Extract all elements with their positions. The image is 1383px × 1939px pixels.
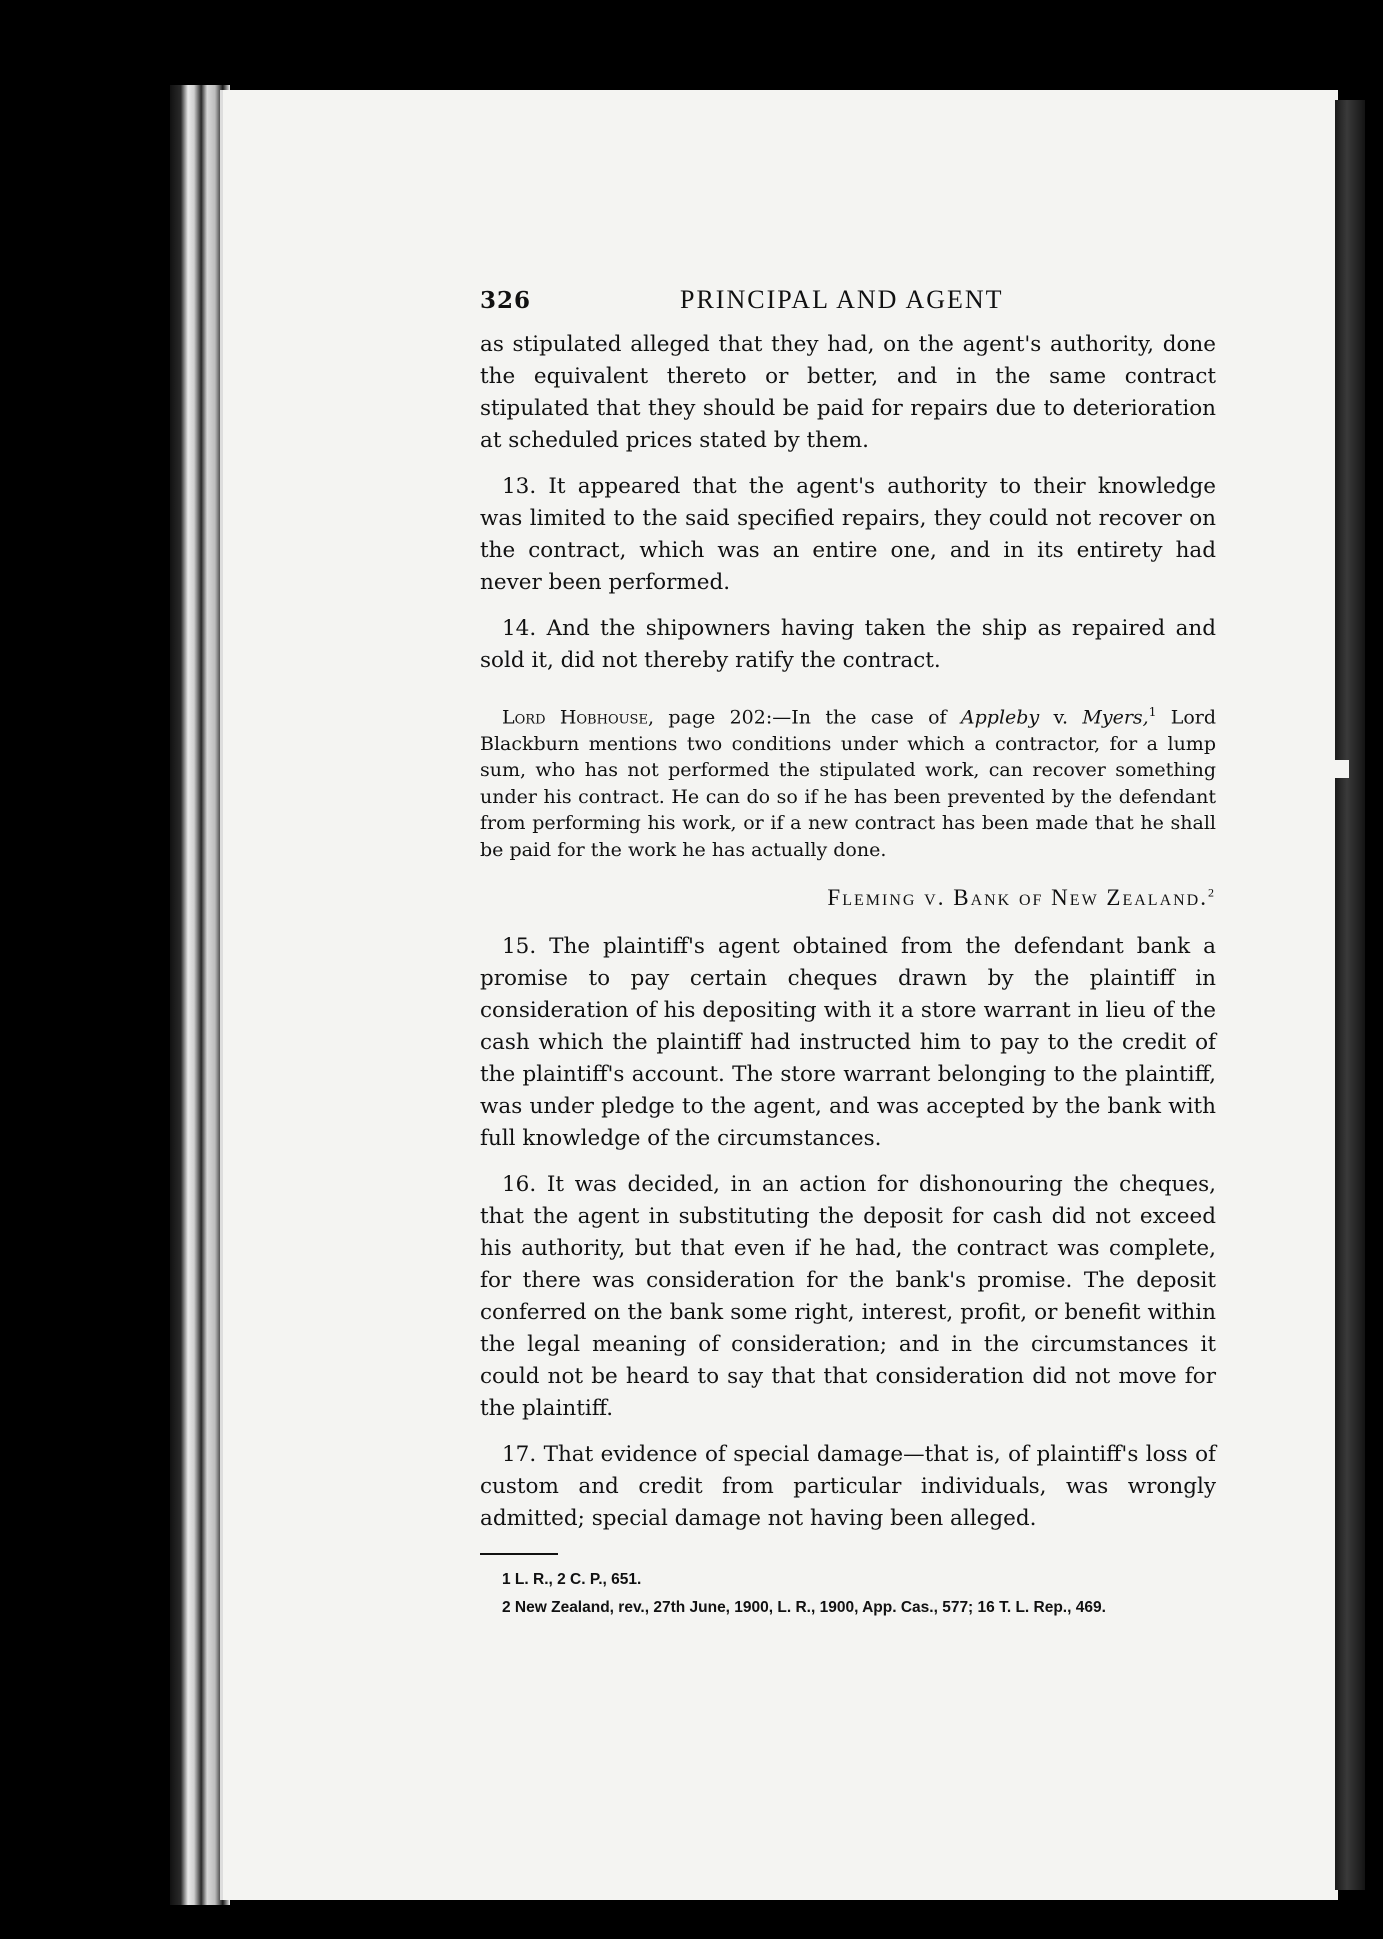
case-heading — [480, 885, 1216, 911]
right-page-edge — [1335, 100, 1365, 1890]
running-head — [480, 285, 1216, 315]
paragraph-15: 15. The plaintiff's agent obtained from the defendant bank a promise to pay certain cheques drawn by the plaintiff in consideration of his depositing with it a store warrant in lieu of the cash which the plaintiff had instructed him to pay to the credit of the plaintiff's account. The store warrant belonging to the plaintiff, was under pledge to the agent, and was accepted by the bank with full knowledge of the circumstances. — [480, 934, 1216, 1152]
right-edge-mark — [1335, 760, 1349, 778]
paragraph-13: 13. It appeared that the agent's authority to their knowledge was limited to the said specified repairs, they could not recover on the contract, which was an entire one, and in its entirety had never been performed. — [480, 474, 1216, 595]
paragraph-17: 17. That evidence of special damage—that is, of plaintiff's loss of custom and credit from particular individuals, was wrongly admitted; special damage not having been alleged. — [480, 1442, 1216, 1532]
footnote-ref-2: 2 — [1208, 885, 1216, 900]
text-block — [480, 285, 1216, 1625]
quote-body: Lord Blackburn mentions two conditions under which a contractor, for a lump sum, who has not performed the stipulated work, can recover something under his contract. He can do so if he has been prevented by the defendant from performing his work, or if a new contract has been made that he shall be paid for the work he has actually done. — [480, 706, 1217, 861]
quote-case-name: Appleby — [960, 706, 1040, 729]
quotation-lord-hobhouse — [480, 699, 1216, 863]
paragraph-continuation: as stipulated alleged that they had, on the agent's authority, done the equivalent thereto or better, and in the same contract stipulated that they should be paid for repairs due to deterioration at scheduled prices stated by them. — [480, 332, 1216, 453]
quote-versus: v. — [1039, 706, 1083, 729]
footnote-1: 1 L. R., 2 C. P., 651. — [502, 1571, 642, 1589]
footnote-ref-1: 1 — [1148, 705, 1157, 719]
footnote-2: 2 New Zealand, rev., 27th June, 1900, L. R., 1900, App. Cas., 577; 16 T. L. Rep., 469. — [502, 1599, 1106, 1617]
quote-case-name-2: Myers, — [1082, 706, 1149, 729]
paragraph-14: 14. And the shipowners having taken the ship as repaired and sold it, did not thereby ratify the contract. — [480, 616, 1216, 673]
quote-page: page 202:—In the case of — [654, 706, 961, 729]
page-title: PRINCIPAL AND AGENT — [680, 285, 1004, 314]
paragraph-16: 16. It was decided, in an action for dishonouring the cheques, that the agent in substituting the deposit for cash did not exceed his authority, but that even if he had, the contract was complete, for there was consideration for the bank's promise. The deposit conferred on the bank some right, interest, profit, or benefit within the legal meaning of consideration; and in the circumstances it could not be heard to say that that consideration did not move for the plaintiff. — [480, 1172, 1216, 1422]
page-number: 326 — [480, 287, 532, 314]
quote-speaker: Lord Hobhouse, — [502, 706, 654, 729]
footnote-divider — [480, 1553, 558, 1555]
case-heading-text: Fleming v. Bank of New Zealand. — [827, 885, 1208, 911]
